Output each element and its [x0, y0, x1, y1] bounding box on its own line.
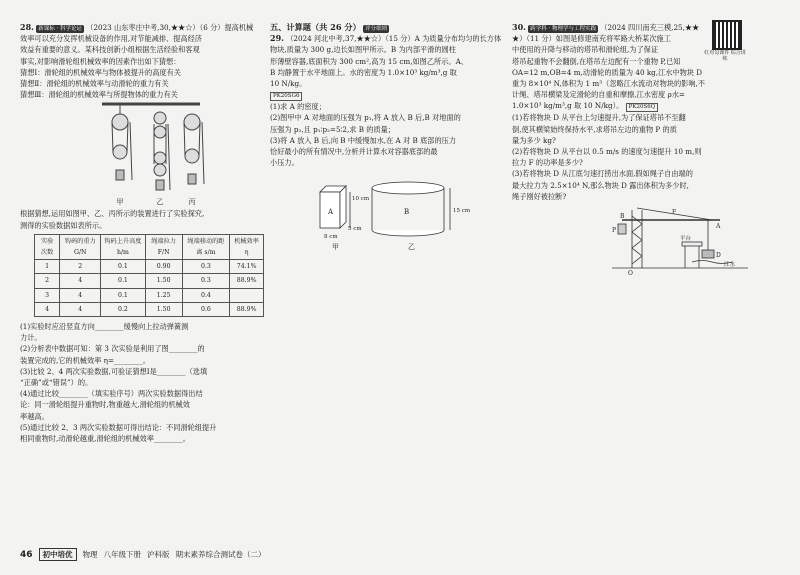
table-cell: 0.1 [101, 274, 145, 288]
table-row [35, 274, 264, 288]
fig-label-bing: 丙 [188, 198, 196, 207]
subquestion-line: 最大拉力为 2.5×10⁴ N,那么物块 D 露出体积为多少时, [512, 180, 689, 190]
qr-code-icon[interactable] [712, 20, 742, 50]
subject-label: 物理 [82, 550, 98, 559]
question-source: （2024 河北中考,37,★★☆）（15 分）A 为质量分布均匀的长方体 [286, 34, 502, 44]
fig-label-yi: 乙 [156, 198, 164, 207]
subquestion-line: 相同重物时,动滑轮越重,滑轮组的机械效率________。 [20, 434, 190, 444]
subquestion-line: 论：同一滑轮组提升重物时,物重越大,滑轮组的机械效 [20, 400, 190, 410]
question-number: 28. [20, 22, 34, 32]
table-cell [230, 288, 264, 302]
subquestion-line: 拉力 F 的功率是多少? [512, 158, 583, 168]
stem-line: B 均静置于水平地面上。水的密度为 1.0×10³ kg/m³,g 取 [270, 67, 457, 77]
label-a: A [716, 223, 721, 231]
question-code: PK20SG6 [270, 92, 302, 101]
table-cell: 0.90 [145, 260, 182, 274]
section-title: 五、计算题（共 26 分） [270, 22, 361, 32]
page-number: 46 [20, 549, 33, 560]
question-number: 29. [270, 33, 284, 44]
table-header-cell: 实验次数 [35, 234, 60, 259]
table-header-cell: 绳端移动的距离 s/m [182, 234, 230, 259]
subquestion-line: (1)实验时应沿竖直方向________缓慢向上拉动弹簧测 [20, 322, 189, 332]
stem-line: ★）（11 分）如图是修建南充将军路大桥某次施工 [512, 34, 671, 44]
subquestion-line: 绳子刚好被拉断? [512, 191, 567, 201]
table-cell: 0.1 [101, 260, 145, 274]
question-code: PK20S6Q [626, 103, 659, 112]
dim-label: 8 cm [324, 234, 338, 241]
subquestion-line: 恰好最小的所有情况中,分析并计算水对容器底部的最 [270, 147, 438, 157]
question-tag: 跨学科 · 物理学与工程实践 [530, 26, 596, 32]
container-b-label: B [404, 208, 410, 217]
subquestion-line: (2)若将物块 D 从平台以 0.5 m/s 的速度匀速提升 10 m,则 [512, 147, 702, 157]
table-cell: 88.9% [230, 302, 264, 316]
table-row [35, 302, 264, 316]
question-28 [20, 22, 264, 444]
edition-label: 沪科版 [147, 550, 170, 559]
test-title: 期末素养综合测试卷（二） [175, 550, 266, 559]
subquestion-line: 小压力。 [270, 158, 299, 168]
table-cell: 74.1% [230, 260, 264, 274]
table-cell: 4 [35, 302, 60, 316]
fig-caption: 乙 [408, 243, 415, 252]
table-cell: 2 [35, 274, 60, 288]
table-cell: 4 [60, 302, 101, 316]
block-a-label: A [328, 208, 334, 217]
table-cell: 0.2 [101, 302, 145, 316]
table-cell: 4 [60, 288, 101, 302]
subquestion-line: 倒,使其横梁始终保持水平,求塔吊左边的重物 P 的质 [512, 124, 677, 134]
tower-crane-figure [512, 206, 748, 276]
subquestion-line: (2)分析表中数据可知：第 3 次实验是利用了图________的 [20, 344, 205, 354]
table-header-cell: 钩码上升高度 h/m [101, 234, 145, 259]
dim-label: 10 cm [352, 196, 370, 203]
experiment-table [34, 234, 264, 317]
question-tag: 新课标 · 科学论证 [38, 26, 82, 32]
stem-line: 效益有重要的意义。某科技创新小组根据生活经验和客观 [20, 45, 200, 55]
table-cell: 0.4 [182, 288, 230, 302]
brand-label: 初中培优 [39, 548, 77, 561]
intro-line: 测得的实验数据如表所示。 [20, 220, 107, 230]
dim-label: 5 cm [348, 226, 362, 233]
subquestion-line: (3)将 A 放入 B 后,向 B 中缓慢加水,在 A 对 B 底部的压力 [270, 135, 457, 145]
qr-caption: 红对勾课件 综合讲练 [704, 50, 746, 62]
table-header-cell: 机械效率 η [230, 234, 264, 259]
subquestion-line: 装置完成的,它的机械效率 η=________。 [20, 355, 150, 365]
stem-line: OA=12 m,OB=4 m,动滑轮的质量为 40 kg,江水中物块 D [512, 67, 703, 77]
hypothesis-2: 猜想Ⅱ：滑轮组的机械效率与动滑轮的重力有关 [20, 79, 169, 89]
subquestion-line: 力计。 [20, 333, 42, 343]
stem-line: 形薄壁容器,底面积为 300 cm²,高为 15 cm,如图乙所示。A、 [270, 56, 468, 66]
table-cell: 1.50 [145, 274, 182, 288]
intro-line: 根据猜想,运用如图甲、乙、丙所示的装置进行了实验探究, [20, 209, 205, 219]
dim-label: 15 cm [453, 208, 471, 215]
stem-line: 计绳、塔吊横梁及定滑轮的自重和摩擦,江水密度 ρ水= [512, 90, 685, 100]
label-b: B [620, 213, 625, 221]
label-d: D [716, 252, 721, 260]
table-cell: 0.6 [182, 302, 230, 316]
label-river: 江水 [724, 262, 736, 269]
table-cell: 4 [60, 274, 101, 288]
question-number: 30. [512, 22, 526, 32]
table-cell: 1.50 [145, 302, 182, 316]
label-o: O [628, 270, 633, 277]
stem-line: 物块,质量为 300 g,边长如图甲所示。B 为内部平滑的圆柱 [270, 45, 456, 55]
grade-label: 八年级下册 [103, 550, 142, 559]
subquestion-line: (3)比较 2、4 两次实验数据,可验证猜想Ⅰ是________（选填 [20, 366, 208, 376]
subquestion-line: 率越高。 [20, 411, 49, 421]
pulley-figure [20, 100, 264, 208]
table-header-cell: 绳端拉力 F/N [145, 234, 182, 259]
label-f: F [672, 209, 677, 217]
label-p: P [612, 227, 617, 235]
block-container-figure [270, 172, 506, 252]
subquestion-line: (4)通过比较________（填实验序号）两次实验数据得出结 [20, 389, 203, 399]
subquestion-line: (3)若将物块 D 从江底匀速打捞出水面,假如绳子自由端的 [512, 169, 693, 179]
stem-line: 1.0×10³ kg/m³,g 取 10 N/kg）。 [512, 101, 624, 111]
fig-caption: 甲 [332, 243, 339, 252]
page-footer [20, 548, 266, 561]
subquestions [20, 321, 264, 444]
hypothesis-1: 猜想Ⅰ：滑轮组的机械效率与物体被提升的高度有关 [20, 67, 181, 77]
table-cell: 1 [35, 260, 60, 274]
question-source: （2024 四川南充三模,25,★★ [600, 23, 700, 32]
subquestion-line: (2)图甲中 A 对地面的压强为 p₁,将 A 放入 B 后,B 对地面的 [270, 113, 461, 123]
subquestion-line: 压强为 p₂,且 p₁∶p₂=5∶2,求 B 的质量； [270, 124, 396, 134]
table-cell: 2 [60, 260, 101, 274]
table-cell: 0.3 [182, 260, 230, 274]
subquestion-line: (1)求 A 的密度； [270, 102, 326, 112]
stem-line: 10 N/kg。 [270, 79, 307, 89]
table-cell: 88.9% [230, 274, 264, 288]
fig-label-jia: 甲 [116, 198, 124, 207]
label-platform: 平台 [680, 236, 692, 243]
question-29 [270, 22, 506, 252]
stem-line: 塔吊起重物不会翻倒,在塔吊左边配有一个重物 P,已知 [512, 56, 681, 66]
table-header-cell: 钩码的重力 G/N [60, 234, 101, 259]
table-row [35, 288, 264, 302]
table-cell: 0.1 [101, 288, 145, 302]
table-cell: 3 [35, 288, 60, 302]
subquestion-line: (5)通过比较 2、3 两次实验数据可得出结论：不同滑轮组提升 [20, 422, 217, 432]
subquestion-line: 量为多少 kg? [512, 135, 556, 145]
table-cell: 0.3 [182, 274, 230, 288]
stem-line: 重为 8×10⁴ N,体积为 1 m³（忽略江水流动对物块的影响,不 [512, 79, 705, 89]
subquestion-line: (1)若将物块 D 从平台上匀速提升,为了保证塔吊不至翻 [512, 113, 686, 123]
grading-badge: 评分细则 [365, 26, 388, 32]
stem-line: 中使用的升降与移动的塔吊和滑轮组,为了保证 [512, 45, 659, 55]
subquestion-line: “正确”或“错误”）的。 [20, 378, 93, 388]
stem-line: 效率可以充分发挥机械设备的作用,对节能减排、提高经济 [20, 34, 202, 44]
table-row [35, 260, 264, 274]
stem-line: 事实,对影响滑轮组机械效率的因素作出如下猜想： [20, 56, 181, 66]
table-cell: 1.25 [145, 288, 182, 302]
question-source: （2023 山东枣庄中考,30,★★☆）（6 分）提高机械 [86, 23, 254, 32]
table-header-row [35, 234, 264, 259]
hypothesis-3: 猜想Ⅲ：滑轮组的机械效率与所提物体的重力有关 [20, 90, 178, 100]
